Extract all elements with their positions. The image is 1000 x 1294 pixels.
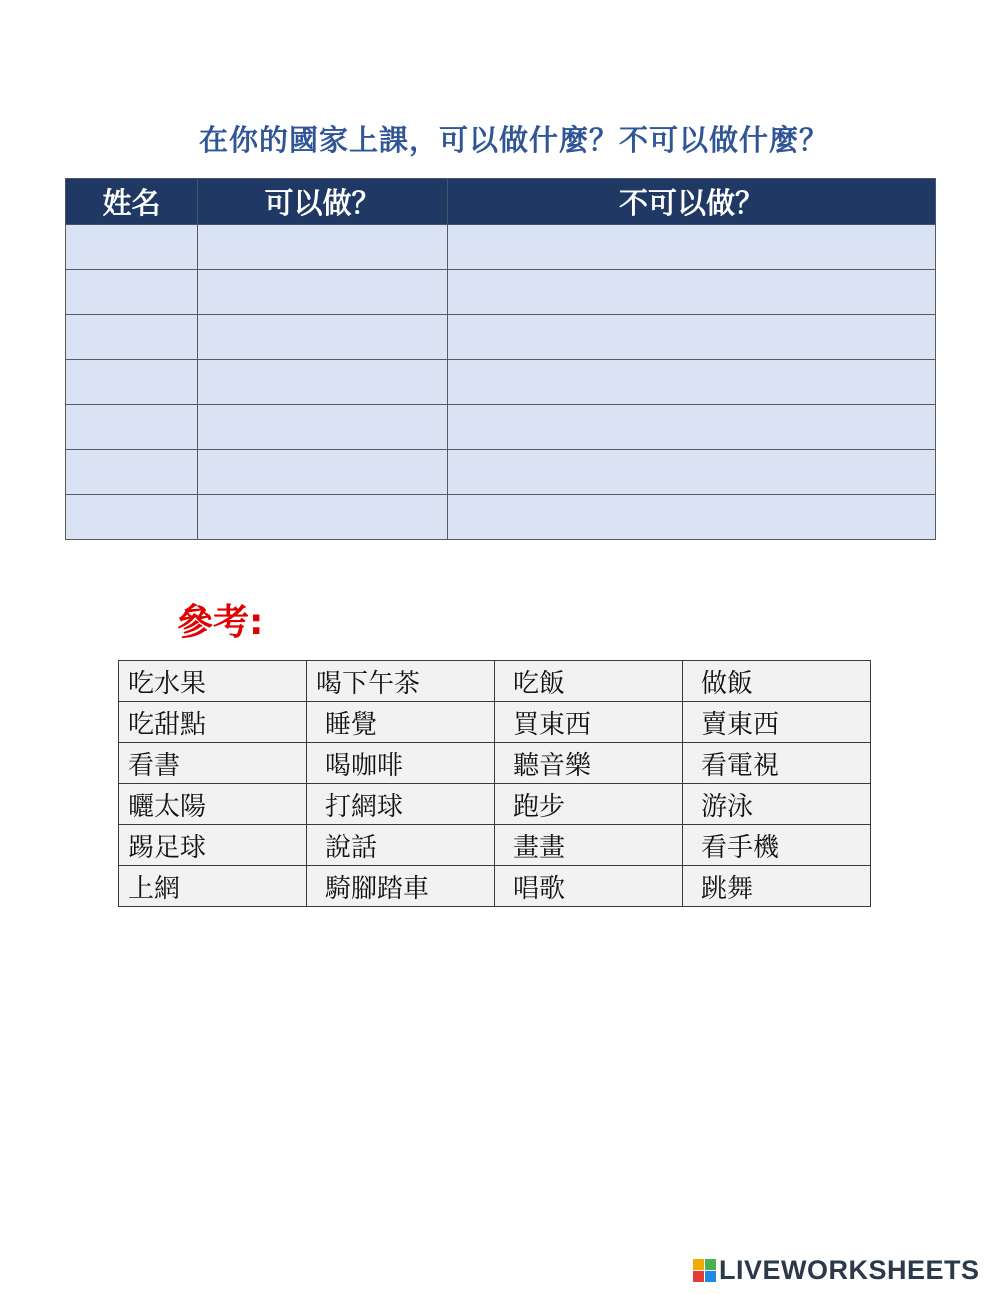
reference-cell: 賣東西 [683,702,871,743]
answer-row [66,450,936,495]
cannot-do-cell[interactable] [448,315,936,360]
reference-cell: 吃水果 [119,661,307,702]
reference-table [118,660,871,907]
reference-row [119,784,871,825]
name-cell[interactable] [66,405,198,450]
answer-table [65,178,936,540]
reference-cell: 看電視 [683,743,871,784]
reference-cell: 喝咖啡 [307,743,495,784]
reference-row [119,825,871,866]
cannot-do-cell[interactable] [448,405,936,450]
reference-cell: 看書 [119,743,307,784]
answer-row [66,405,936,450]
reference-cell: 游泳 [683,784,871,825]
name-cell[interactable] [66,270,198,315]
answer-row [66,270,936,315]
logo-square [693,1259,704,1270]
reference-label: 參考: [177,602,264,643]
reference-cell: 吃飯 [495,661,683,702]
can-do-cell[interactable] [198,405,448,450]
can-do-cell[interactable] [198,360,448,405]
reference-cell: 聽音樂 [495,743,683,784]
cannot-do-cell[interactable] [448,225,936,270]
reference-cell: 說話 [307,825,495,866]
logo-square [705,1271,716,1282]
name-cell[interactable] [66,360,198,405]
logo-square [693,1271,704,1282]
can-do-cell[interactable] [198,225,448,270]
header-can-do: 可以做？ [198,179,448,225]
reference-cell: 喝下午茶 [307,661,495,702]
cannot-do-cell[interactable] [448,360,936,405]
reference-cell: 上網 [119,866,307,907]
reference-cell: 買東西 [495,702,683,743]
can-do-cell[interactable] [198,495,448,540]
name-cell[interactable] [66,450,198,495]
reference-row [119,702,871,743]
answer-row [66,360,936,405]
reference-row [119,661,871,702]
reference-row [119,866,871,907]
can-do-cell[interactable] [198,270,448,315]
answer-row [66,495,936,540]
liveworksheets-logo [693,1253,980,1287]
cannot-do-cell[interactable] [448,270,936,315]
reference-cell: 吃甜點 [119,702,307,743]
reference-cell: 打網球 [307,784,495,825]
reference-cell: 踢足球 [119,825,307,866]
can-do-cell[interactable] [198,315,448,360]
name-cell[interactable] [66,495,198,540]
logo-text: LIVEWORKSHEETS [719,1254,980,1285]
reference-cell: 跑步 [495,784,683,825]
reference-cell: 跳舞 [683,866,871,907]
reference-cell: 騎腳踏車 [307,866,495,907]
reference-cell: 畫畫 [495,825,683,866]
reference-cell: 唱歌 [495,866,683,907]
can-do-cell[interactable] [198,450,448,495]
answer-row [66,315,936,360]
header-cannot-do: 不可以做？ [448,179,936,225]
reference-cell: 睡覺 [307,702,495,743]
cannot-do-cell[interactable] [448,495,936,540]
answer-row [66,225,936,270]
logo-squares-icon [693,1259,716,1282]
answer-table-header [66,179,936,225]
header-name: 姓名 [66,179,198,225]
logo-square [705,1259,716,1270]
name-cell[interactable] [66,225,198,270]
reference-cell: 看手機 [683,825,871,866]
reference-row [119,743,871,784]
reference-cell: 曬太陽 [119,784,307,825]
name-cell[interactable] [66,315,198,360]
worksheet-title: 在你的國家上課，可以做什麼？不可以做什麼？ [198,123,829,157]
reference-cell: 做飯 [683,661,871,702]
cannot-do-cell[interactable] [448,450,936,495]
